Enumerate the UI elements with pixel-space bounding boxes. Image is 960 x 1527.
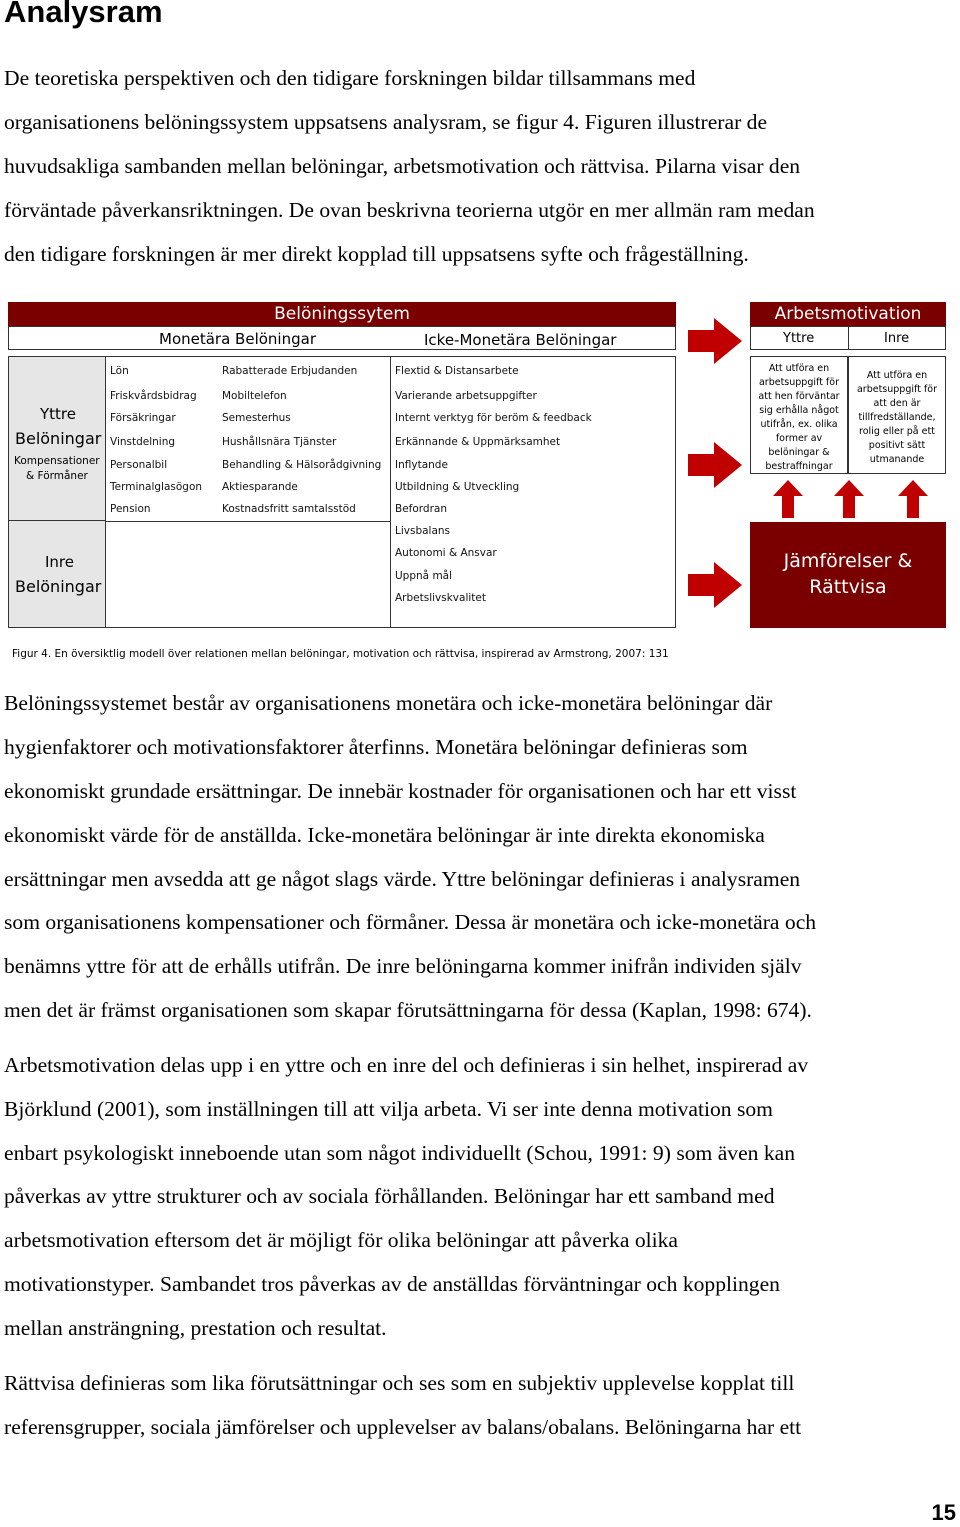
text-line: utifrån, ex. olika	[760, 419, 838, 430]
text-line: förväntade påverkansriktningen. De ovan beskrivna teorierna utgör en mer allmän ram medan	[4, 198, 815, 222]
outer-rewards-label: Yttre	[40, 405, 76, 423]
text-line: Belöningssystemet består av organisationens monetära och icke-monetära belöningar där	[4, 691, 773, 715]
monetary-reward-item: Hushållsnära Tjänster	[222, 436, 337, 448]
text-line: ekonomiskt värde för de anställda. Icke-monetära belöningar är inte direkta ekonomiska	[4, 823, 765, 847]
monetary-reward-item: Semesterhus	[222, 412, 291, 424]
arrow-right-icon	[688, 318, 742, 364]
text-line: enbart psykologiskt inneboende utan som något individuellt (Schou, 1991: 9) som även kan	[4, 1141, 796, 1165]
nonmonetary-inner-item: Uppnå mål	[395, 570, 453, 582]
text-line: sig erhålla något	[759, 405, 839, 416]
nonmonetary-reward-item: Befordran	[395, 503, 447, 515]
text-line: tillfredställande,	[858, 412, 936, 423]
text-line: mellan ansträngning, prestation och resultat.	[4, 1316, 387, 1340]
monetary-reward-item: Friskvårdsbidrag	[110, 390, 197, 402]
section-heading: Analysram	[4, 0, 163, 29]
nonmonetary-reward-item: Inflytande	[395, 459, 448, 471]
text-line: ersättningar men avsedda att ge något slags värde. Yttre belöningar definieras i analysramen	[4, 867, 801, 891]
inner-rewards-label-cell	[9, 521, 106, 627]
text-line: positivt sätt	[868, 440, 926, 451]
outer-rewards-sublabel: & Förmåner	[26, 470, 88, 482]
monetary-reward-item: Aktiesparande	[222, 481, 298, 493]
text-line: men det är främst organisationen som skapar förutsättningarna för dessa (Kaplan, 1998: 674).	[4, 998, 812, 1022]
text-line: organisationens belöningssystem uppsatsens analysram, se figur 4. Figuren illustrerar de	[4, 110, 768, 134]
inner-motivation-text	[849, 369, 945, 467]
monetary-reward-item: Rabatterade Erbjudanden	[222, 365, 358, 377]
justice-label: Jämförelser &	[783, 550, 913, 572]
monetary-reward-item: Terminalglasögon	[110, 481, 203, 493]
monetary-reward-item: Försäkringar	[110, 412, 176, 424]
inner-motivation-box	[848, 356, 946, 474]
text-line: benämns yttre för att de erhålls utifrån. De inre belöningarna kommer inifrån individen själv	[4, 954, 802, 978]
outer-rewards-label: Belöningar	[15, 429, 102, 448]
analysis-framework-figure	[0, 296, 960, 636]
text-line: arbetsmotivation eftersom det är möjligt för olika belöningar att påverka olika	[4, 1228, 678, 1252]
text-line: Rättvisa definieras som lika förutsättningar och ses som en subjektiv upplevelse kopplat till	[4, 1371, 795, 1395]
arrow-right-icon	[688, 442, 742, 488]
text-line: den tidigare forskningen är mer direkt kopplad till uppsatsens syfte och frågeställning.	[4, 242, 749, 266]
motivation-title-box	[750, 302, 946, 326]
nonmonetary-inner-item: Autonomi & Ansvar	[395, 547, 497, 559]
text-line: Arbetsmotivation delas upp i en yttre och en inre del och definieras i sin helhet, inspirerad av	[4, 1053, 809, 1077]
text-line: som organisationens kompensationer och förmåner. Dessa är monetära och icke-monetära och	[4, 910, 817, 934]
text-line: former av	[775, 433, 823, 444]
text-line: Att utföra en	[866, 370, 928, 381]
text-line: rolig eller på ett	[859, 426, 935, 437]
inner-rewards-label: Inre	[45, 553, 74, 571]
nonmonetary-header: Icke-Monetära Belöningar	[424, 331, 617, 349]
outer-motivation-box	[750, 356, 848, 474]
text-line: Att utföra en	[768, 363, 830, 374]
nonmonetary-inner-item: Livsbalans	[395, 525, 451, 537]
text-line: utmanande	[869, 454, 925, 465]
nonmonetary-reward-item: Flextid & Distansarbete	[395, 365, 519, 377]
motivation-subheader-row	[750, 326, 946, 350]
nonmonetary-reward-item: Varierande arbetsuppgifter	[395, 390, 537, 402]
outer-motivation-text	[751, 362, 847, 474]
reward-system-title: Belöningssytem	[274, 304, 410, 324]
reward-table	[8, 356, 676, 628]
arrow-right-icon	[688, 562, 742, 608]
text-line: att den är	[873, 398, 921, 409]
monetary-reward-item: Personalbil	[110, 459, 168, 471]
text-line: arbetsuppgift för	[856, 384, 937, 395]
arrow-up-icon	[898, 480, 928, 518]
text-line: motivationstyper. Sambandet tros påverkas av de anställdas förväntningar och kopplingen	[4, 1272, 780, 1296]
nonmonetary-inner-item: Arbetslivskvalitet	[395, 592, 486, 604]
nonmonetary-reward-item: Utbildning & Utveckling	[395, 481, 520, 493]
text-line: att hen förväntar	[758, 391, 840, 402]
page-number: 15	[931, 1500, 956, 1525]
text-line: belöningar &	[768, 447, 830, 458]
monetary-reward-item: Pension	[110, 503, 151, 515]
text-line: påverkas av yttre strukturer och av sociala förhållanden. Belöningar har ett samband med	[4, 1184, 775, 1208]
monetary-reward-item: Vinstdelning	[110, 436, 176, 448]
text-line: bestraffningar	[765, 461, 833, 472]
monetary-reward-item: Behandling & Hälsorådgivning	[222, 459, 382, 471]
text-line: arbetsuppgift för	[758, 377, 839, 388]
justice-box	[750, 522, 946, 628]
motivation-outer-header: Yttre	[783, 331, 815, 346]
monetary-reward-item: Kostnadsfritt samtalsstöd	[222, 503, 356, 515]
reward-system-title-box	[8, 302, 676, 326]
inner-rewards-label: Belöningar	[15, 577, 102, 596]
monetary-header: Monetära Belöningar	[159, 330, 316, 348]
arrow-up-icon	[773, 480, 803, 518]
motivation-inner-header: Inre	[884, 331, 910, 346]
text-line: Björklund (2001), som inställningen till att vilja arbeta. Vi ser inte denna motivation som	[4, 1097, 773, 1121]
reward-subheader-row	[8, 326, 676, 350]
monetary-reward-item: Lön	[110, 365, 129, 377]
nonmonetary-reward-item: Internt verktyg för beröm & feedback	[395, 412, 592, 424]
outer-rewards-sublabel: Kompensationer	[14, 455, 100, 467]
figure-caption: Figur 4. En översiktlig modell över relationen mellan belöningar, motivation och rättvisa, inspirerad av Armstrong, 2007: 131	[12, 648, 669, 660]
text-line: referensgrupper, sociala jämförelser och upplevelser av balans/obalans. Belöningarna har ett	[4, 1415, 802, 1439]
arrow-up-icon	[834, 480, 864, 518]
monetary-reward-item: Mobiltelefon	[222, 390, 287, 402]
text-line: huvudsakliga sambanden mellan belöningar, arbetsmotivation och rättvisa. Pilarna visar den	[4, 154, 801, 178]
text-line: hygienfaktorer och motivationsfaktorer återfinns. Monetära belöningar definieras som	[4, 735, 748, 759]
motivation-title: Arbetsmotivation	[774, 304, 922, 324]
nonmonetary-reward-item: Erkännande & Uppmärksamhet	[395, 436, 561, 448]
text-line: De teoretiska perspektiven och den tidigare forskningen bildar tillsammans med	[4, 66, 696, 90]
justice-label: Rättvisa	[809, 576, 887, 598]
text-line: ekonomiskt grundade ersättningar. De innebär kostnader för organisationen och har ett visst	[4, 779, 797, 803]
